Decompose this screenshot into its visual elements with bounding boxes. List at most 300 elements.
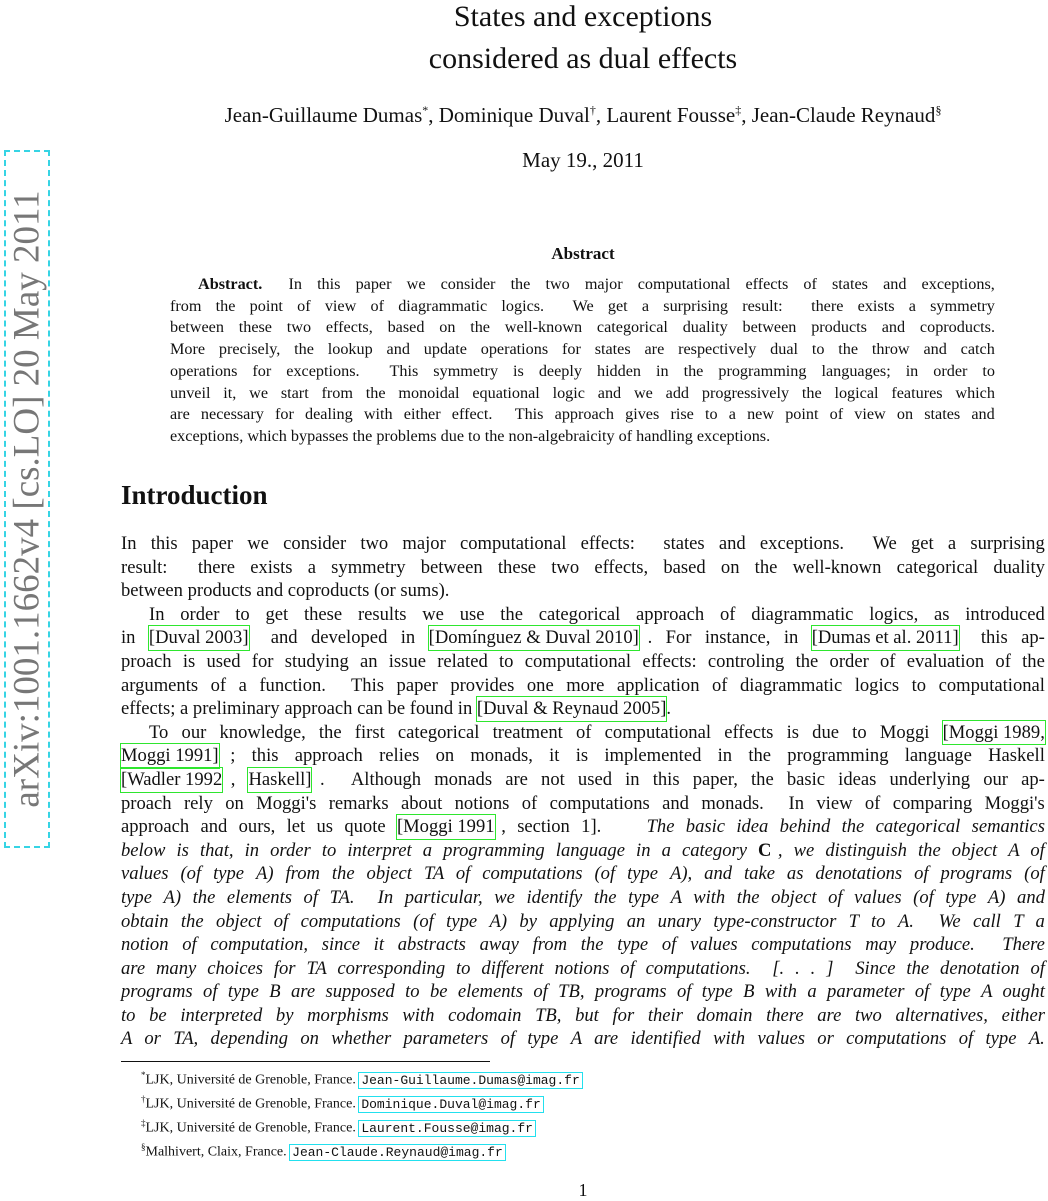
word: elements (226, 886, 297, 908)
word: order (270, 839, 316, 861)
footnote-affiliation: LJK, Université de Grenoble, France. (145, 1120, 360, 1136)
word: We (872, 533, 902, 554)
word: of (576, 721, 597, 743)
word: A) (163, 886, 186, 908)
word: type (628, 886, 664, 908)
email-link[interactable]: Jean-Guillaume.Dumas@imag.fr (361, 1072, 580, 1088)
word: a (908, 296, 920, 315)
word: choices (207, 957, 268, 979)
word: used (206, 650, 246, 672)
text-line (121, 768, 1045, 792)
word: values (690, 934, 743, 956)
word: major (584, 275, 627, 293)
word: not (541, 768, 570, 790)
word: The (646, 816, 680, 838)
word: a (661, 839, 676, 861)
author-footnote-mark[interactable]: § (935, 103, 942, 117)
word (624, 815, 629, 839)
word: obtain (121, 910, 174, 932)
word: supposed (325, 981, 400, 1003)
word: well-known (504, 318, 587, 337)
word: with (713, 1028, 750, 1050)
word: and (662, 792, 694, 814)
word: a (1035, 910, 1045, 932)
word: paper (191, 533, 238, 554)
page-number: 1 (578, 1180, 588, 1200)
word: and (200, 816, 232, 838)
word: exists (857, 296, 899, 315)
word: is (182, 650, 200, 672)
word: and (704, 863, 737, 885)
bold-text: C (758, 839, 772, 861)
word: to (852, 721, 872, 743)
word: TA (306, 957, 332, 979)
word: coproducts. (919, 318, 995, 337)
word: get (607, 296, 632, 315)
word: a (422, 839, 437, 861)
word: (of (1024, 863, 1045, 885)
word (273, 274, 277, 296)
word: order (180, 603, 225, 625)
text-line (170, 426, 995, 448)
word: order (933, 361, 972, 380)
word: that, (199, 839, 239, 861)
word: paper (355, 275, 396, 293)
word: approach (554, 405, 619, 424)
word: In (121, 533, 142, 554)
word: between (420, 556, 488, 578)
word: are (505, 768, 533, 790)
word: for (251, 650, 279, 672)
author-name: Dominique Duval (438, 103, 590, 127)
footnote-mark: § (141, 1142, 146, 1153)
word: A (121, 1028, 137, 1050)
word: In (288, 275, 306, 293)
word: states (831, 275, 872, 293)
word (989, 933, 994, 957)
author-footnote-mark[interactable]: ‡ (735, 103, 742, 117)
word: away (479, 934, 524, 956)
word: More (170, 340, 210, 359)
word: it (373, 934, 389, 956)
word: between (170, 318, 228, 337)
word: computation, (210, 934, 313, 956)
word: on (720, 556, 745, 578)
email-link[interactable]: Laurent.Fousse@imag.fr (361, 1120, 533, 1136)
word: for (275, 405, 298, 424)
word: either (1001, 1004, 1045, 1026)
word: this (652, 768, 685, 790)
word: logic (552, 383, 590, 402)
word: the (593, 886, 622, 908)
word (338, 768, 343, 792)
text-line (121, 815, 1045, 839)
word: Moggi's (984, 792, 1045, 814)
word: (of (913, 886, 939, 908)
word: codomain (448, 1004, 527, 1026)
word: result: (742, 296, 787, 315)
word: there (197, 556, 240, 578)
word: evaluation (906, 650, 989, 672)
word: studying (284, 650, 354, 672)
author-footnote-mark[interactable]: * (422, 103, 429, 117)
word: their (647, 1004, 688, 1026)
word: type (527, 1028, 564, 1050)
word: on (225, 792, 249, 814)
word: from (170, 296, 206, 315)
word: the (1022, 650, 1045, 672)
introduction-body (121, 532, 1045, 1051)
word: products (811, 318, 871, 337)
word: for (273, 957, 301, 979)
word: of (303, 886, 323, 908)
word (558, 296, 562, 318)
word: languages; (821, 361, 895, 380)
word: type (701, 981, 738, 1003)
word: of (500, 1028, 520, 1050)
citation-link[interactable]: [Duval & Reynaud 2005] (476, 698, 667, 720)
citation-link[interactable]: [Dumas et al. 2011] (811, 627, 959, 649)
word: B (269, 981, 286, 1003)
word: basic (685, 816, 730, 838)
word: consider (440, 275, 500, 293)
word: computational (460, 533, 572, 554)
text-line (170, 361, 995, 383)
word: effects (745, 275, 793, 293)
word: deeply (538, 361, 587, 380)
word: well-known (792, 556, 887, 578)
word: update (423, 340, 471, 359)
word: get (265, 603, 293, 625)
word (967, 626, 972, 650)
word: for (252, 361, 276, 380)
word: exceptions. (286, 361, 364, 380)
word: the (795, 650, 823, 672)
citation-link[interactable]: Moggi 1991] (121, 745, 219, 767)
word: values (854, 886, 907, 908)
word: result: (121, 556, 173, 578)
word: we (633, 383, 657, 402)
word: ] (826, 957, 839, 979)
word: the (580, 934, 609, 956)
word: TB, (558, 981, 590, 1003)
word: (of (413, 910, 439, 932)
word: effects, (594, 556, 653, 578)
word: categorical (875, 816, 965, 838)
word: arguments (121, 674, 203, 696)
word: A (670, 886, 687, 908)
word: it (549, 745, 565, 767)
text-line (170, 339, 995, 361)
word: instance, (704, 627, 776, 649)
word: dealing (305, 405, 357, 424)
word: programming (787, 745, 894, 767)
text-line (121, 839, 1045, 863)
footnote (141, 1138, 582, 1162)
word: it, (223, 383, 241, 402)
text-line (121, 1027, 1045, 1051)
word: To (149, 721, 174, 743)
word: type (985, 1028, 1022, 1050)
word: two (286, 318, 316, 337)
word: effects: (580, 533, 640, 554)
word: of (880, 650, 901, 672)
word: approach (121, 816, 194, 838)
word: to (456, 957, 476, 979)
word: values (121, 863, 174, 885)
word: of (719, 603, 741, 625)
word: categorical (896, 556, 983, 578)
abstract-body (170, 274, 995, 448)
word: this (150, 533, 183, 554)
word: call (972, 910, 1006, 932)
author-name: Jean-Claude Reynaud (751, 103, 936, 127)
word (257, 626, 262, 650)
word (761, 957, 766, 981)
word: of (210, 674, 231, 696)
word (183, 556, 188, 580)
word: unary (657, 910, 706, 932)
email-link[interactable]: Jean-Claude.Reynaud@imag.fr (292, 1145, 503, 1161)
word: the (906, 957, 934, 979)
word: a (807, 981, 822, 1003)
author-separator: , (428, 103, 439, 127)
word: first (354, 721, 390, 743)
word: surprising (663, 296, 733, 315)
word: different (481, 957, 549, 979)
word: are (121, 957, 150, 979)
word: in (625, 768, 645, 790)
word: diagrammatic (739, 674, 847, 696)
word: (of (180, 863, 206, 885)
word: in (400, 627, 420, 649)
word: many (156, 957, 201, 979)
word: monads. (701, 792, 769, 814)
word: the (736, 886, 765, 908)
footnotes (141, 1066, 582, 1163)
word: of (828, 886, 848, 908)
word: states (663, 533, 710, 554)
word: morphisms (307, 1004, 394, 1026)
word (375, 361, 379, 383)
word: In (377, 886, 398, 908)
footnote (141, 1066, 582, 1090)
word: order (829, 650, 874, 672)
word: view (816, 792, 858, 814)
word: programs (940, 863, 1017, 885)
word (338, 674, 343, 698)
word: in (717, 745, 737, 767)
word: of (620, 957, 640, 979)
word: a (728, 405, 740, 424)
word: programs (594, 981, 672, 1003)
word: view (324, 296, 361, 315)
word: below (121, 839, 171, 861)
citation-link[interactable]: Haskell] (248, 768, 312, 790)
word: provides (450, 674, 519, 696)
word (504, 404, 508, 426)
word: two (551, 556, 584, 578)
word: computations (482, 863, 588, 885)
word: of (1030, 839, 1045, 861)
word: basic (786, 768, 830, 790)
text-line (121, 556, 1045, 580)
word: are (170, 405, 194, 424)
word: implemented (604, 745, 707, 767)
word: as (934, 603, 955, 625)
word: catch (960, 340, 995, 359)
word: A. (1028, 1028, 1045, 1050)
word: either (403, 405, 445, 424)
text-line (121, 792, 1045, 816)
word: computations. (645, 957, 756, 979)
word: states (594, 340, 635, 359)
word: , (230, 768, 241, 790)
word: our (983, 768, 1013, 790)
word: exceptions. (759, 533, 849, 554)
word: add (665, 383, 694, 402)
word: point (249, 296, 287, 315)
word: For (665, 627, 697, 649)
word: to (704, 405, 722, 424)
word: . (647, 627, 657, 649)
word: with (693, 886, 730, 908)
word: use (459, 603, 490, 625)
word: This (514, 405, 548, 424)
word: precisely, (218, 340, 285, 359)
word: type (227, 981, 264, 1003)
word: as (786, 863, 809, 885)
bold-text: Abstract. (198, 275, 263, 293)
word: and (923, 340, 951, 359)
citation-link[interactable]: [Duval 2003] (148, 627, 249, 649)
word: in (636, 839, 656, 861)
email-link[interactable]: Dominique.Duval@imag.fr (361, 1096, 541, 1112)
author-name: Jean-Guillaume Dumas (224, 103, 423, 127)
word: effects (724, 721, 779, 743)
word: the (918, 839, 946, 861)
text-line (121, 532, 1045, 556)
word: us (316, 816, 338, 838)
word: Since (855, 957, 901, 979)
word: A (570, 1028, 587, 1050)
abstract-heading: Abstract (551, 244, 615, 263)
word: to (321, 839, 341, 861)
text-line (121, 1004, 1045, 1028)
word: is (575, 745, 593, 767)
word: effects, (325, 318, 377, 337)
word: of (182, 934, 202, 956)
text-line (121, 650, 1045, 674)
word: TB, (535, 1004, 567, 1026)
word: abstracts (397, 934, 471, 956)
word: of (676, 981, 697, 1003)
word: computations (549, 792, 655, 814)
word: or (817, 1028, 839, 1050)
word: rise (670, 405, 698, 424)
text: . (666, 698, 672, 720)
word: of (712, 674, 733, 696)
word: major (402, 533, 451, 554)
word: these (303, 603, 347, 625)
text-line (170, 317, 995, 339)
word: idea (736, 816, 773, 838)
word: this (251, 745, 284, 767)
word: type (627, 863, 663, 885)
word: equational (472, 383, 544, 402)
word: of (203, 981, 223, 1003)
text-line (121, 603, 1045, 627)
word: which (955, 383, 995, 402)
word: relies (379, 745, 424, 767)
word: depending (210, 1028, 293, 1050)
word: Moggi's (256, 792, 321, 814)
citation-link[interactable]: [Moggi 1989, (942, 721, 1045, 743)
word: the (192, 886, 221, 908)
citation-link[interactable]: [Moggi 1991 (396, 816, 495, 838)
word: new (747, 405, 779, 424)
word: ought (1002, 981, 1045, 1003)
footnote-mark: * (141, 1070, 146, 1080)
word: for (562, 340, 585, 359)
word: features (891, 383, 947, 402)
word: between (742, 318, 801, 337)
word: in (244, 839, 264, 861)
word: symmetry (433, 361, 503, 380)
word: progressively (701, 383, 794, 402)
word: our (181, 721, 211, 743)
word: In (149, 603, 170, 625)
citation-link[interactable]: [Wadler 1992 (121, 768, 223, 790)
word: the (180, 910, 209, 932)
text-line (121, 697, 1045, 721)
word: we (494, 886, 520, 908)
word: treatment (492, 721, 568, 743)
word: object (951, 839, 1002, 861)
word: of (455, 863, 475, 885)
word: view (854, 405, 890, 424)
author-footnote-mark[interactable]: † (589, 103, 596, 117)
word: identify (526, 886, 587, 908)
word: from (532, 934, 572, 956)
word: the (751, 768, 779, 790)
citation-link[interactable]: [Domínguez & Duval 2010] (428, 627, 639, 649)
word: dual (770, 340, 803, 359)
word: the (754, 556, 783, 578)
word: of (370, 296, 389, 315)
word: rely (183, 792, 218, 814)
word: two (545, 275, 574, 293)
word: identified (630, 1028, 706, 1050)
word: categorical (397, 721, 485, 743)
word: a (307, 556, 321, 578)
word: type (213, 863, 249, 885)
word: semantics (971, 816, 1045, 838)
word: for (612, 1004, 639, 1026)
word: the (838, 340, 863, 359)
word: on (300, 1028, 324, 1050)
footnote (141, 1114, 582, 1138)
word (797, 296, 801, 318)
section-heading-introduction: Introduction (121, 480, 268, 510)
word: logics. (501, 296, 549, 315)
word: the (331, 863, 360, 885)
text-line (170, 274, 995, 296)
paper-date: May 19., 2011 (522, 148, 644, 172)
word: let (286, 816, 310, 838)
word: A), (669, 863, 697, 885)
word: produce. (909, 934, 980, 956)
